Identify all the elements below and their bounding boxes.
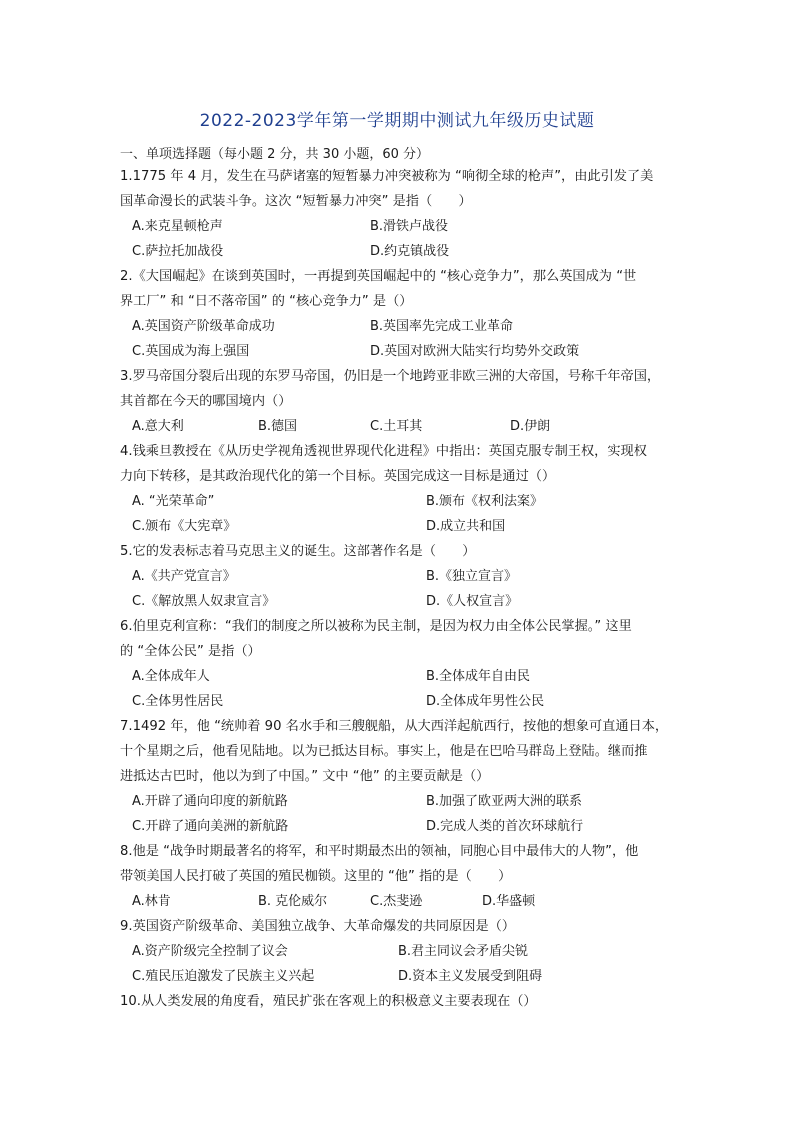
option-a: A.全体成年人 — [132, 669, 210, 684]
options-row — [132, 514, 672, 539]
question-stem-line: 3.罗马帝国分裂后出现的东罗马帝国，仍旧是一个地跨亚非欧三洲的大帝国，号称千年帝国， — [120, 369, 661, 384]
question-stem-line: 1.1775 年 4 月，发生在马萨诸塞的短暂暴力冲突被称为 “响彻全球的枪声”，由此引发了美 — [120, 169, 654, 184]
option-b: B.滑铁卢战役 — [370, 219, 449, 234]
question-4 — [120, 439, 680, 489]
option-a: A.资产阶级完全控制了议会 — [132, 944, 288, 959]
option-d: D.华盛顿 — [482, 894, 536, 909]
option-d: D.完成人类的首次环球航行 — [426, 819, 584, 834]
option-c: C.萨拉托加战役 — [132, 244, 224, 259]
question-9 — [120, 914, 680, 939]
question-3 — [120, 364, 680, 414]
question-stem-line: 带领美国人民打破了英国的殖民枷锁。这里的 “他” 指的是（ ） — [120, 869, 512, 884]
option-c: C.土耳其 — [370, 419, 423, 434]
options-row — [132, 589, 672, 614]
question-stem-line: 10.从人类发展的角度看，殖民扩张在客观上的积极意义主要表现在（） — [120, 994, 537, 1009]
option-b: B.君主同议会矛盾尖锐 — [398, 944, 529, 959]
option-b: B. 克伦威尔 — [258, 894, 328, 909]
options-row — [132, 239, 672, 264]
option-d: D.全体成年男性公民 — [426, 694, 545, 709]
option-a: A.开辟了通向印度的新航路 — [132, 794, 288, 809]
question-stem-line: 6.伯里克利宣称：“我们的制度之所以被称为民主制，是因为权力由全体公民掌握。” 这里 — [120, 619, 632, 634]
question-stem-line: 力向下转移，是其政治现代化的第一个目标。英国完成这一目标是通过（） — [120, 469, 556, 484]
option-b: B.《独立宣言》 — [426, 569, 518, 584]
options-row — [132, 489, 672, 514]
question-stem-line: 5.它的发表标志着马克思主义的诞生。这部著作名是（ ） — [120, 544, 476, 559]
option-b: B.颁布《权利法案》 — [426, 494, 544, 509]
option-b: B.加强了欧亚两大洲的联系 — [426, 794, 583, 809]
question-stem-line: 4.钱乘旦教授在《从历史学视角透视世界现代化进程》中指出：英国克服专制王权，实现权 — [120, 444, 647, 459]
question-stem-line: 8.他是 “战争时期最著名的将军，和平时期最杰出的领袖，同胞心目中最伟大的人物”，他 — [120, 844, 639, 859]
option-c: C.《解放黑人奴隶宣言》 — [132, 594, 276, 609]
options-row — [132, 689, 672, 714]
option-c: C.颁布《大宪章》 — [132, 519, 237, 534]
options-row — [132, 339, 672, 364]
options-row — [132, 314, 672, 339]
question-7 — [120, 714, 680, 789]
option-a: A.意大利 — [132, 419, 184, 434]
options-row — [132, 214, 672, 239]
question-10 — [120, 989, 680, 1014]
options-row — [132, 964, 672, 989]
option-c: C.殖民压迫激发了民族主义兴起 — [132, 969, 315, 984]
options-row — [132, 664, 672, 689]
question-stem-line: 进抵达古巴时，他以为到了中国。” 文中 “他” 的主要贡献是（） — [120, 769, 490, 784]
question-stem-line: 2.《大国崛起》在谈到英国时，一再提到英国崛起中的 “核心竞争力”，那么英国成为 “世 — [120, 269, 637, 284]
question-6 — [120, 614, 680, 664]
options-row — [132, 939, 672, 964]
option-c: C.英国成为海上强国 — [132, 344, 250, 359]
options-row — [132, 814, 672, 839]
option-a: A.来克星顿枪声 — [132, 219, 223, 234]
question-stem-line: 9.英国资产阶级革命、美国独立战争、大革命爆发的共同原因是（） — [120, 919, 516, 934]
option-b: B.全体成年自由民 — [426, 669, 531, 684]
question-stem-line: 界工厂” 和 “日不落帝国” 的 “核心竞争力” 是（） — [120, 294, 413, 309]
option-d: D.伊朗 — [510, 419, 551, 434]
question-5 — [120, 539, 680, 564]
question-stem-line: 其首都在今天的哪国境内（） — [120, 394, 292, 409]
question-stem-line: 国革命漫长的武装斗争。这次 “短暂暴力冲突” 是指（ ） — [120, 194, 472, 209]
options-row — [132, 564, 672, 589]
options-row — [132, 789, 672, 814]
options-row — [132, 414, 672, 439]
option-a: A.林肯 — [132, 894, 171, 909]
question-stem-line: 的 “全体公民” 是指（） — [120, 644, 261, 659]
section-heading: 一、单项选择题（每小题 2 分，共 30 小题，60 分） — [120, 147, 430, 162]
option-a: A.《共产党宣言》 — [132, 569, 236, 584]
options-row — [132, 889, 672, 914]
option-d: D.《人权宣言》 — [426, 594, 519, 609]
question-stem-line: 7.1492 年，他 “统帅着 90 名水手和三艘舰船，从大西洋起航西行，按他的想象可直通日本， — [120, 719, 669, 734]
question-8 — [120, 839, 680, 889]
question-stem-line: 十个星期之后，他看见陆地。以为已抵达目标。事实上，他是在巴哈马群岛上登陆。继而推 — [120, 744, 648, 759]
option-d: D.约克镇战役 — [370, 244, 450, 259]
option-b: B.英国率先完成工业革命 — [370, 319, 514, 334]
question-1 — [120, 164, 680, 214]
option-c: C.杰斐逊 — [370, 894, 423, 909]
option-d: D.资本主义发展受到阻碍 — [398, 969, 543, 984]
question-2 — [120, 264, 680, 314]
exam-title: 2022-2023学年第一学期期中测试九年级历史试题 — [199, 111, 595, 131]
option-a: A. “光荣革命” — [132, 494, 215, 509]
option-c: C.全体男性居民 — [132, 694, 224, 709]
option-b: B.德国 — [258, 419, 298, 434]
option-a: A.英国资产阶级革命成功 — [132, 319, 275, 334]
option-d: D.成立共和国 — [426, 519, 506, 534]
option-c: C.开辟了通向美洲的新航路 — [132, 819, 289, 834]
option-d: D.英国对欧洲大陆实行均势外交政策 — [370, 344, 580, 359]
